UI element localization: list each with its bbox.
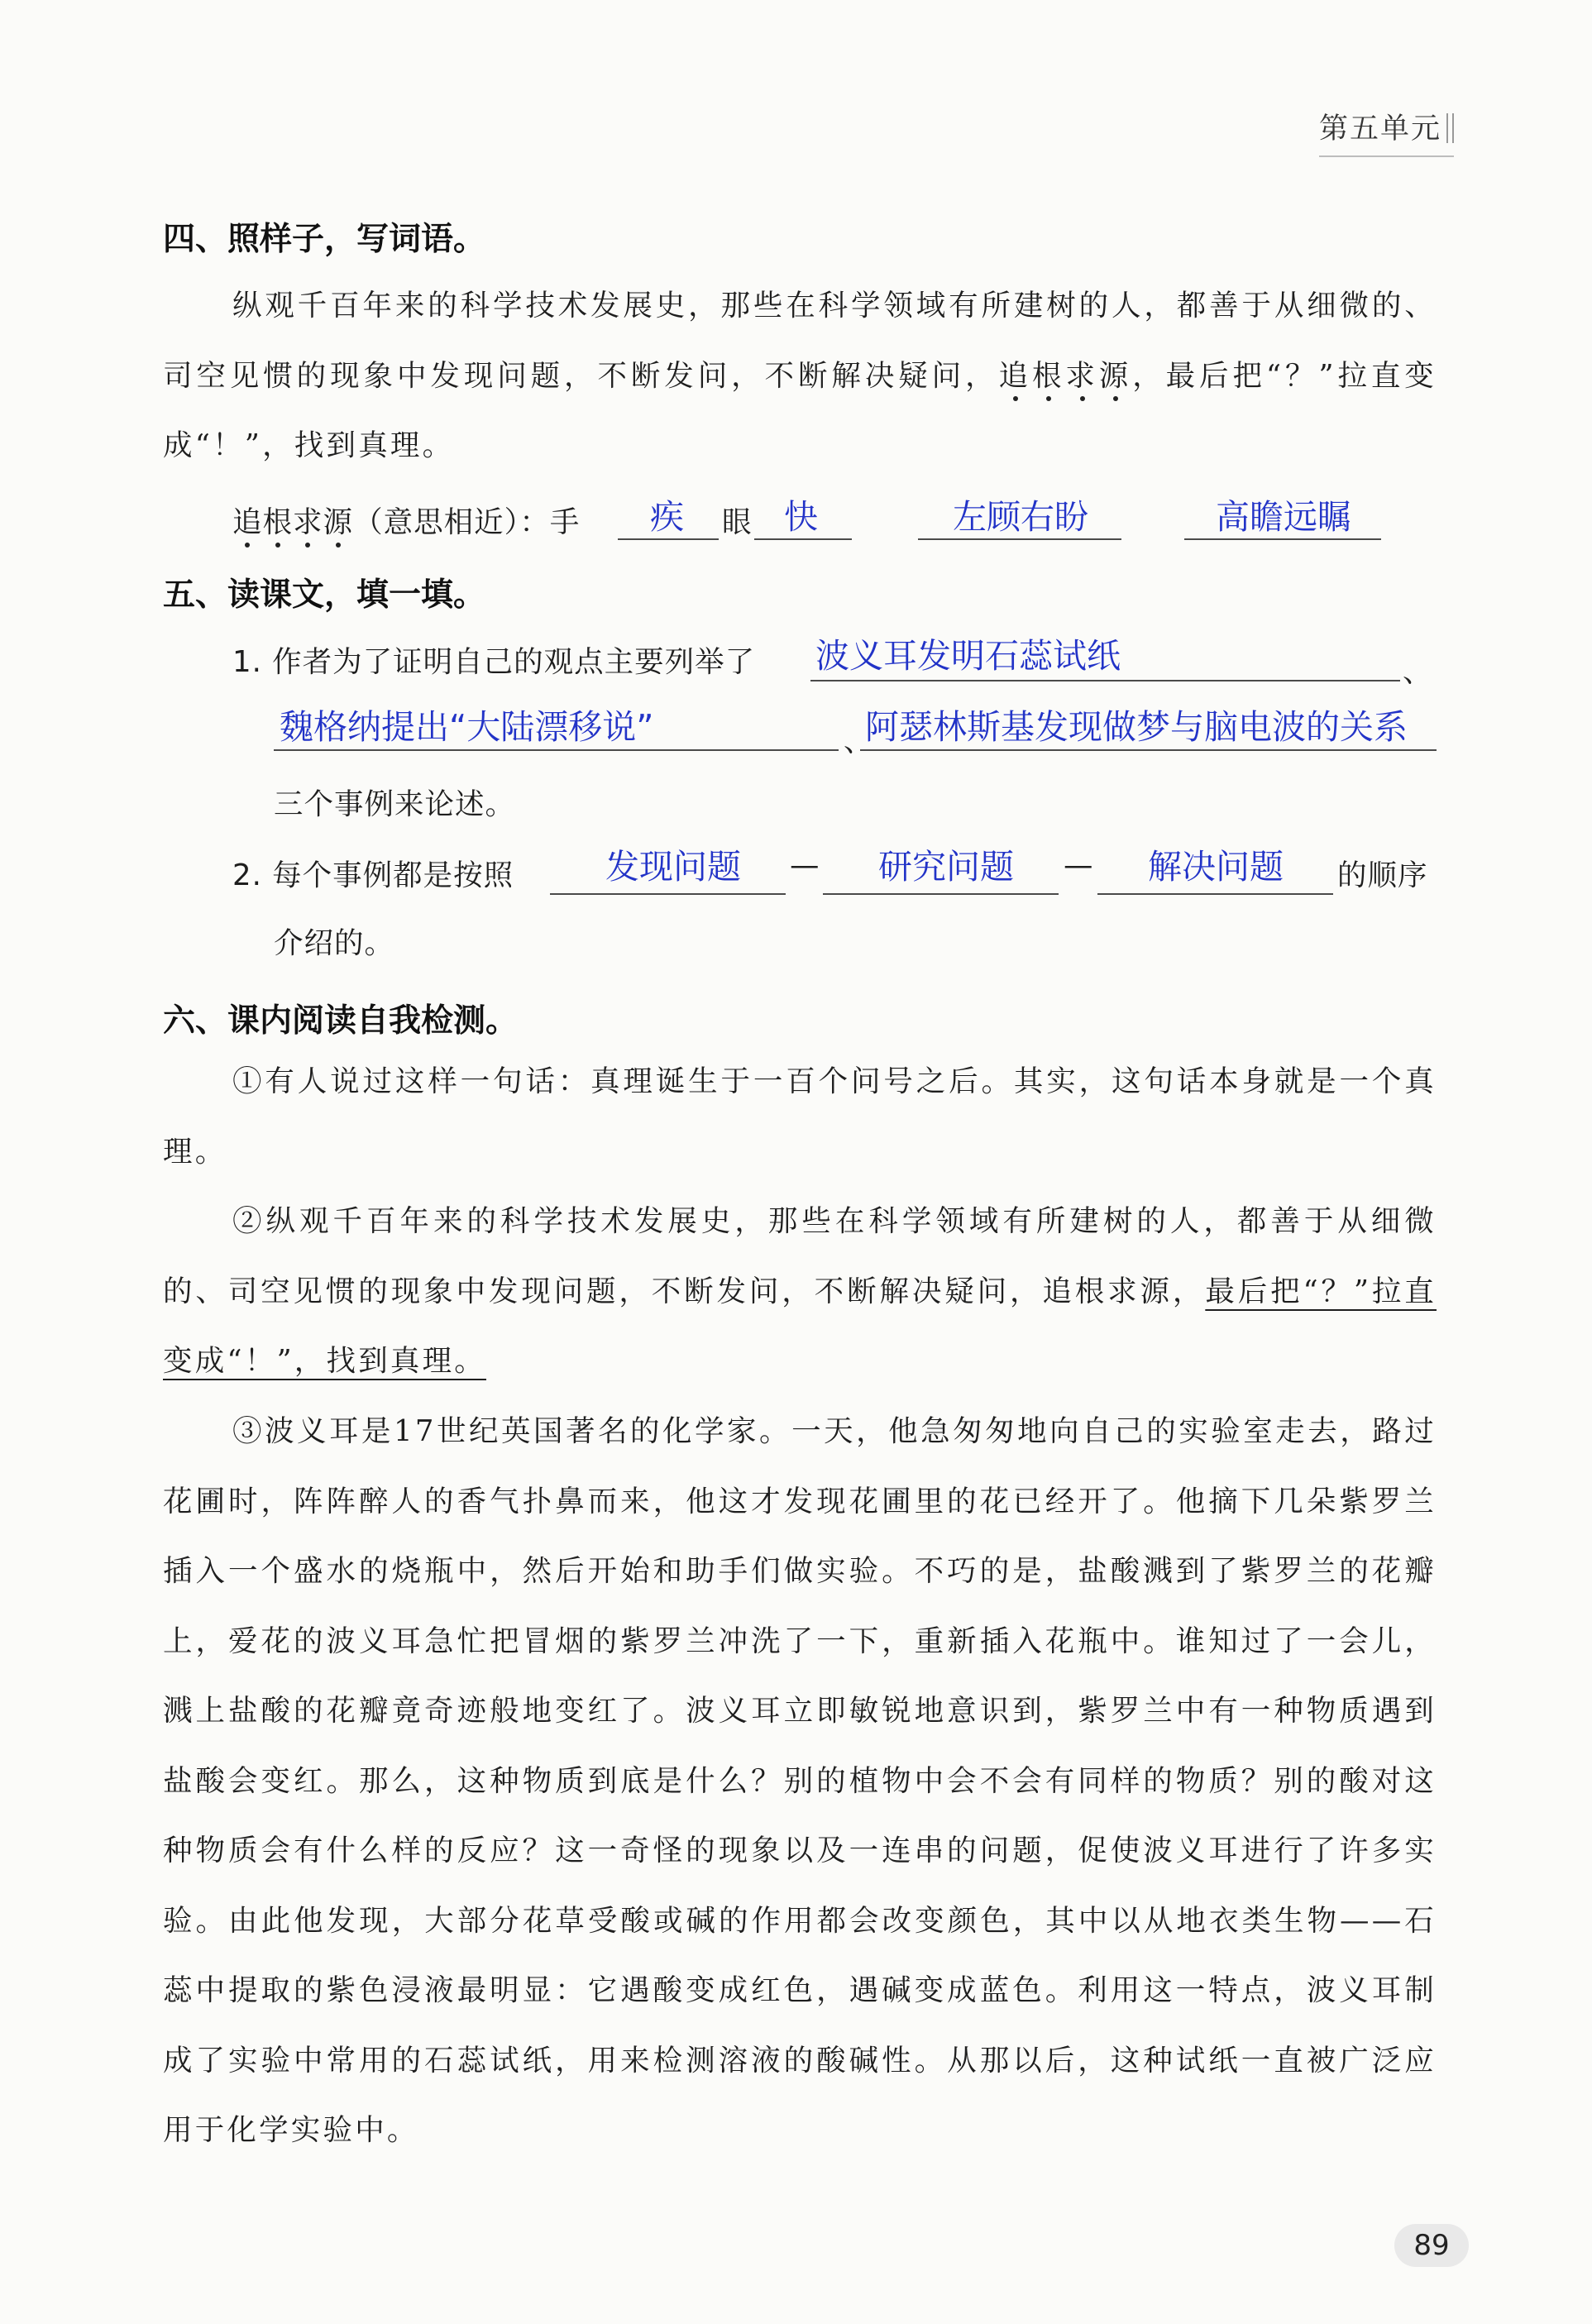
- answer-blank[interactable]: [274, 749, 839, 751]
- section4-title: 四、照样子，写词语。: [163, 221, 486, 258]
- q2-label: 2. 每个事例都是按照: [232, 858, 514, 892]
- section4-passage: 纵观千百年来的科学技术发展史，那些在科学领域有所建树的人，都善于从细微的、司空见惯的现象中发现问题，不断发问，不断解决疑问，追根求源，最后把“？”拉直变成“！”，找到真理。: [163, 289, 1437, 462]
- unit-title: 第五单元: [1319, 112, 1442, 146]
- answer-blank[interactable]: [618, 538, 719, 540]
- answer-text: 波义耳发明石蕊试纸: [815, 636, 1121, 676]
- section5-title: 五、读课文，填一填。: [163, 576, 486, 614]
- reading-para-2: ②纵观千百年来的科学技术发展史，那些在科学领域有所建树的人，都善于从细微的、司空见惯的现象中发现问题，不断发问，不断解决疑问，追根求源，最后把“？”拉直变成“！”，找到真理。: [163, 1204, 1437, 1378]
- separator: 、: [1403, 655, 1433, 689]
- section4-prompt: 追根求源（意思相近）：手: [232, 505, 581, 539]
- emphasis-char: 追: [998, 358, 1032, 393]
- answer-blank[interactable]: [810, 680, 1400, 681]
- answer-text: 解决问题: [1148, 847, 1284, 887]
- emphasis-char: 源: [1098, 358, 1133, 393]
- underlined-sentence: 最后把“？”拉直变成“！”，找到真理。: [163, 1274, 1437, 1378]
- answer-blank[interactable]: [754, 538, 852, 540]
- answer-text: 疾: [650, 497, 684, 537]
- dash: —: [1064, 849, 1094, 882]
- emphasis-char: 根: [1031, 358, 1066, 393]
- dash: —: [790, 849, 820, 882]
- q2-end2: 介绍的。: [274, 926, 395, 960]
- answer-blank[interactable]: [1097, 893, 1333, 895]
- eye-label: 眼: [722, 505, 753, 539]
- answer-blank[interactable]: [550, 893, 786, 895]
- answer-blank[interactable]: [918, 538, 1121, 540]
- page-number: 89: [1394, 2224, 1469, 2267]
- emphasis-char: 求: [1065, 358, 1099, 393]
- answer-text: 魏格纳提出“大陆漂移说”: [280, 707, 654, 747]
- answer-blank[interactable]: [860, 749, 1437, 751]
- answer-text: 左顾右盼: [953, 497, 1088, 537]
- section6-title: 六、课内阅读自我检测。: [163, 1002, 519, 1040]
- answer-blank[interactable]: [823, 893, 1059, 895]
- answer-text: 研究问题: [878, 847, 1014, 887]
- q2-end: 的顺序: [1337, 858, 1428, 892]
- reading-para-1: ①有人说过这样一句话：真理诞生于一百个问号之后。其实，这句话本身就是一个真理。: [163, 1064, 1437, 1169]
- q1-label: 1. 作者为了证明自己的观点主要列举了: [232, 645, 756, 679]
- answer-text: 发现问题: [605, 847, 741, 887]
- answer-text: 快: [784, 497, 818, 537]
- answer-text: 阿瑟林斯基发现做梦与脑电波的关系: [865, 707, 1408, 747]
- unit-header: [1319, 106, 1454, 157]
- reading-para-3: ③波义耳是17世纪英国著名的化学家。一天，他急匆匆地向自己的实验室走去，路过花圃时，阵阵醉人的香气扑鼻而来，他这才发现花圃里的花已经开了。他摘下几朵紫罗兰插入一个盛水的烧瓶中，然后开始和助手们做实验。不巧的是，盐酸溅到了紫罗兰的花瓣上，爱花的波义耳急忙把冒烟的紫罗兰冲洗了一下，重新插入花瓶中。谁知过了一会儿，溅上盐酸的花瓣竟奇迹般地变红了。波义耳立即敏锐地意识到，紫罗兰中有一种物质遇到盐酸会变红。那么，这种物质到底是什么？别的植物中会不会有同样的物质？别的酸对这种物质会有什么样的反应？这一奇怪的现象以及一连串的问题，促使波义耳进行了许多实验。由此他发现，大部分花草受酸或碱的作用都会改变颜色，其中以从地衣类生物——石蕊中提取的紫色浸液最明显：它遇酸变成红色，遇碱变成蓝色。利用这一特点，波义耳制成了实验中常用的石蕊试纸，用来检测溶液的酸碱性。从那以后，这种试纸一直被广泛应用于化学实验中。: [163, 1414, 1437, 2147]
- answer-text: 高瞻远瞩: [1216, 497, 1351, 537]
- q1-end: 三个事例来论述。: [274, 787, 516, 821]
- answer-blank[interactable]: [1184, 538, 1381, 540]
- header-bars-decoration: [1446, 113, 1454, 143]
- separator: 、: [844, 724, 874, 758]
